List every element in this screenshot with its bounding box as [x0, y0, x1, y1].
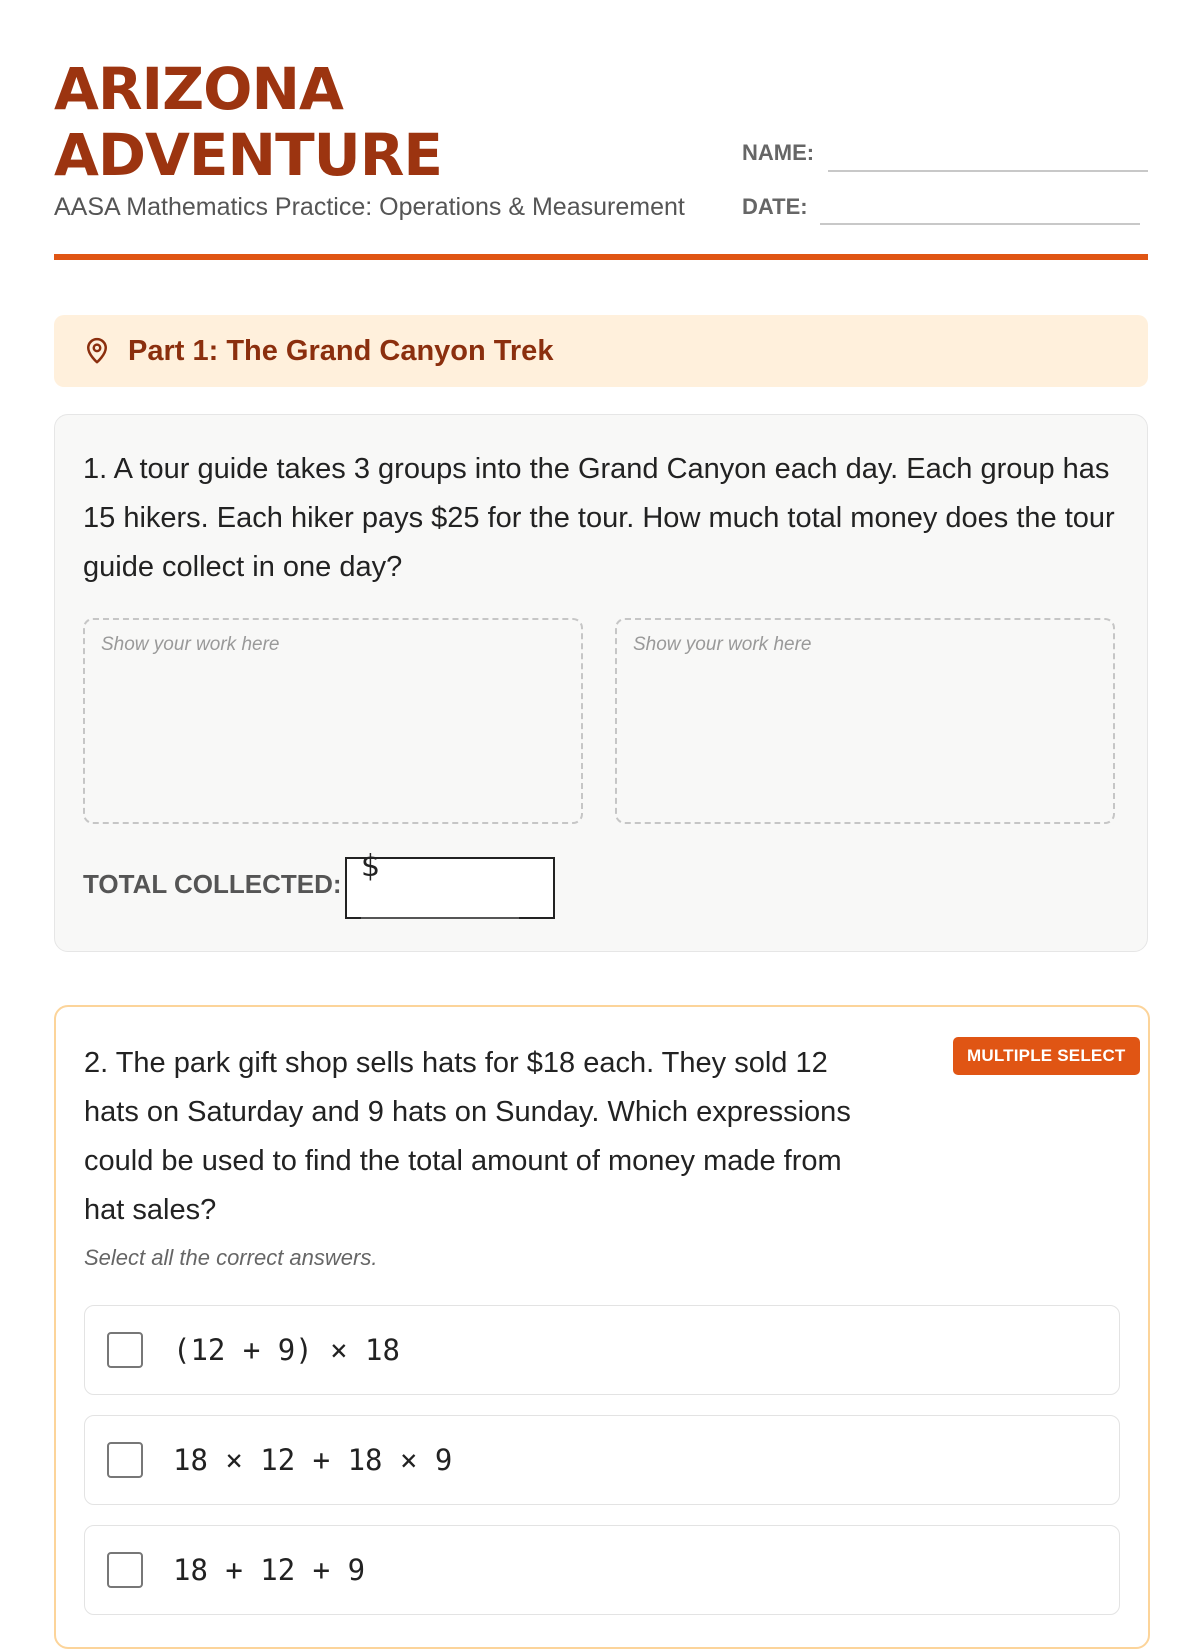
- question-2-card: [54, 1005, 1150, 1649]
- question-2-instruction: Select all the correct answers.: [84, 1245, 378, 1270]
- worksheet-subtitle: AASA Mathematics Practice: Operations & Measurement: [54, 193, 685, 221]
- answer-option-3[interactable]: [84, 1525, 1120, 1615]
- work-area-2[interactable]: [615, 618, 1115, 824]
- option-1-checkbox[interactable]: [107, 1332, 143, 1368]
- part-1-banner: [54, 315, 1148, 387]
- multiple-select-badge: MULTIPLE SELECT: [953, 1037, 1140, 1075]
- worksheet-title: [54, 56, 442, 188]
- dollar-sign: $: [361, 849, 381, 884]
- date-label: DATE:: [742, 194, 808, 219]
- option-2-text: 18 × 12 + 18 × 9: [173, 1443, 453, 1477]
- title-line-1: ARIZONA: [54, 55, 343, 123]
- work-area-1[interactable]: [83, 618, 583, 824]
- answer-underline: [361, 917, 519, 919]
- map-pin-icon: [82, 336, 112, 366]
- question-1-text: 1. A tour guide takes 3 groups into the Grand Canyon each day. Each group has 15 hikers. Each hiker pays $25 for the tour. How much total money does the tour guide collect in one day?: [83, 453, 1115, 583]
- date-field[interactable]: [820, 223, 1140, 225]
- question-2-text: 2. The park gift shop sells hats for $18 each. They sold 12 hats on Saturday and 9 hats on Sunday. Which expressions could be used to find the total amount of money made from hat sales?: [84, 1047, 851, 1226]
- work-area-1-placeholder: Show your work here: [101, 634, 280, 655]
- option-1-text: (12 + 9) × 18: [173, 1333, 400, 1367]
- part-1-title: Part 1: The Grand Canyon Trek: [128, 334, 554, 367]
- option-2-checkbox[interactable]: [107, 1442, 143, 1478]
- question-1-card: [54, 414, 1148, 952]
- option-3-checkbox[interactable]: [107, 1552, 143, 1588]
- name-label: NAME:: [742, 140, 815, 165]
- total-collected-label: TOTAL COLLECTED:: [83, 869, 342, 899]
- option-3-text: 18 + 12 + 9: [173, 1553, 366, 1587]
- answer-option-1[interactable]: [84, 1305, 1120, 1395]
- work-area-2-placeholder: Show your work here: [633, 634, 812, 655]
- header-divider: [54, 254, 1148, 260]
- name-field[interactable]: [828, 170, 1148, 172]
- title-line-2: ADVENTURE: [54, 121, 443, 189]
- answer-option-2[interactable]: [84, 1415, 1120, 1505]
- total-collected-input[interactable]: [345, 849, 555, 919]
